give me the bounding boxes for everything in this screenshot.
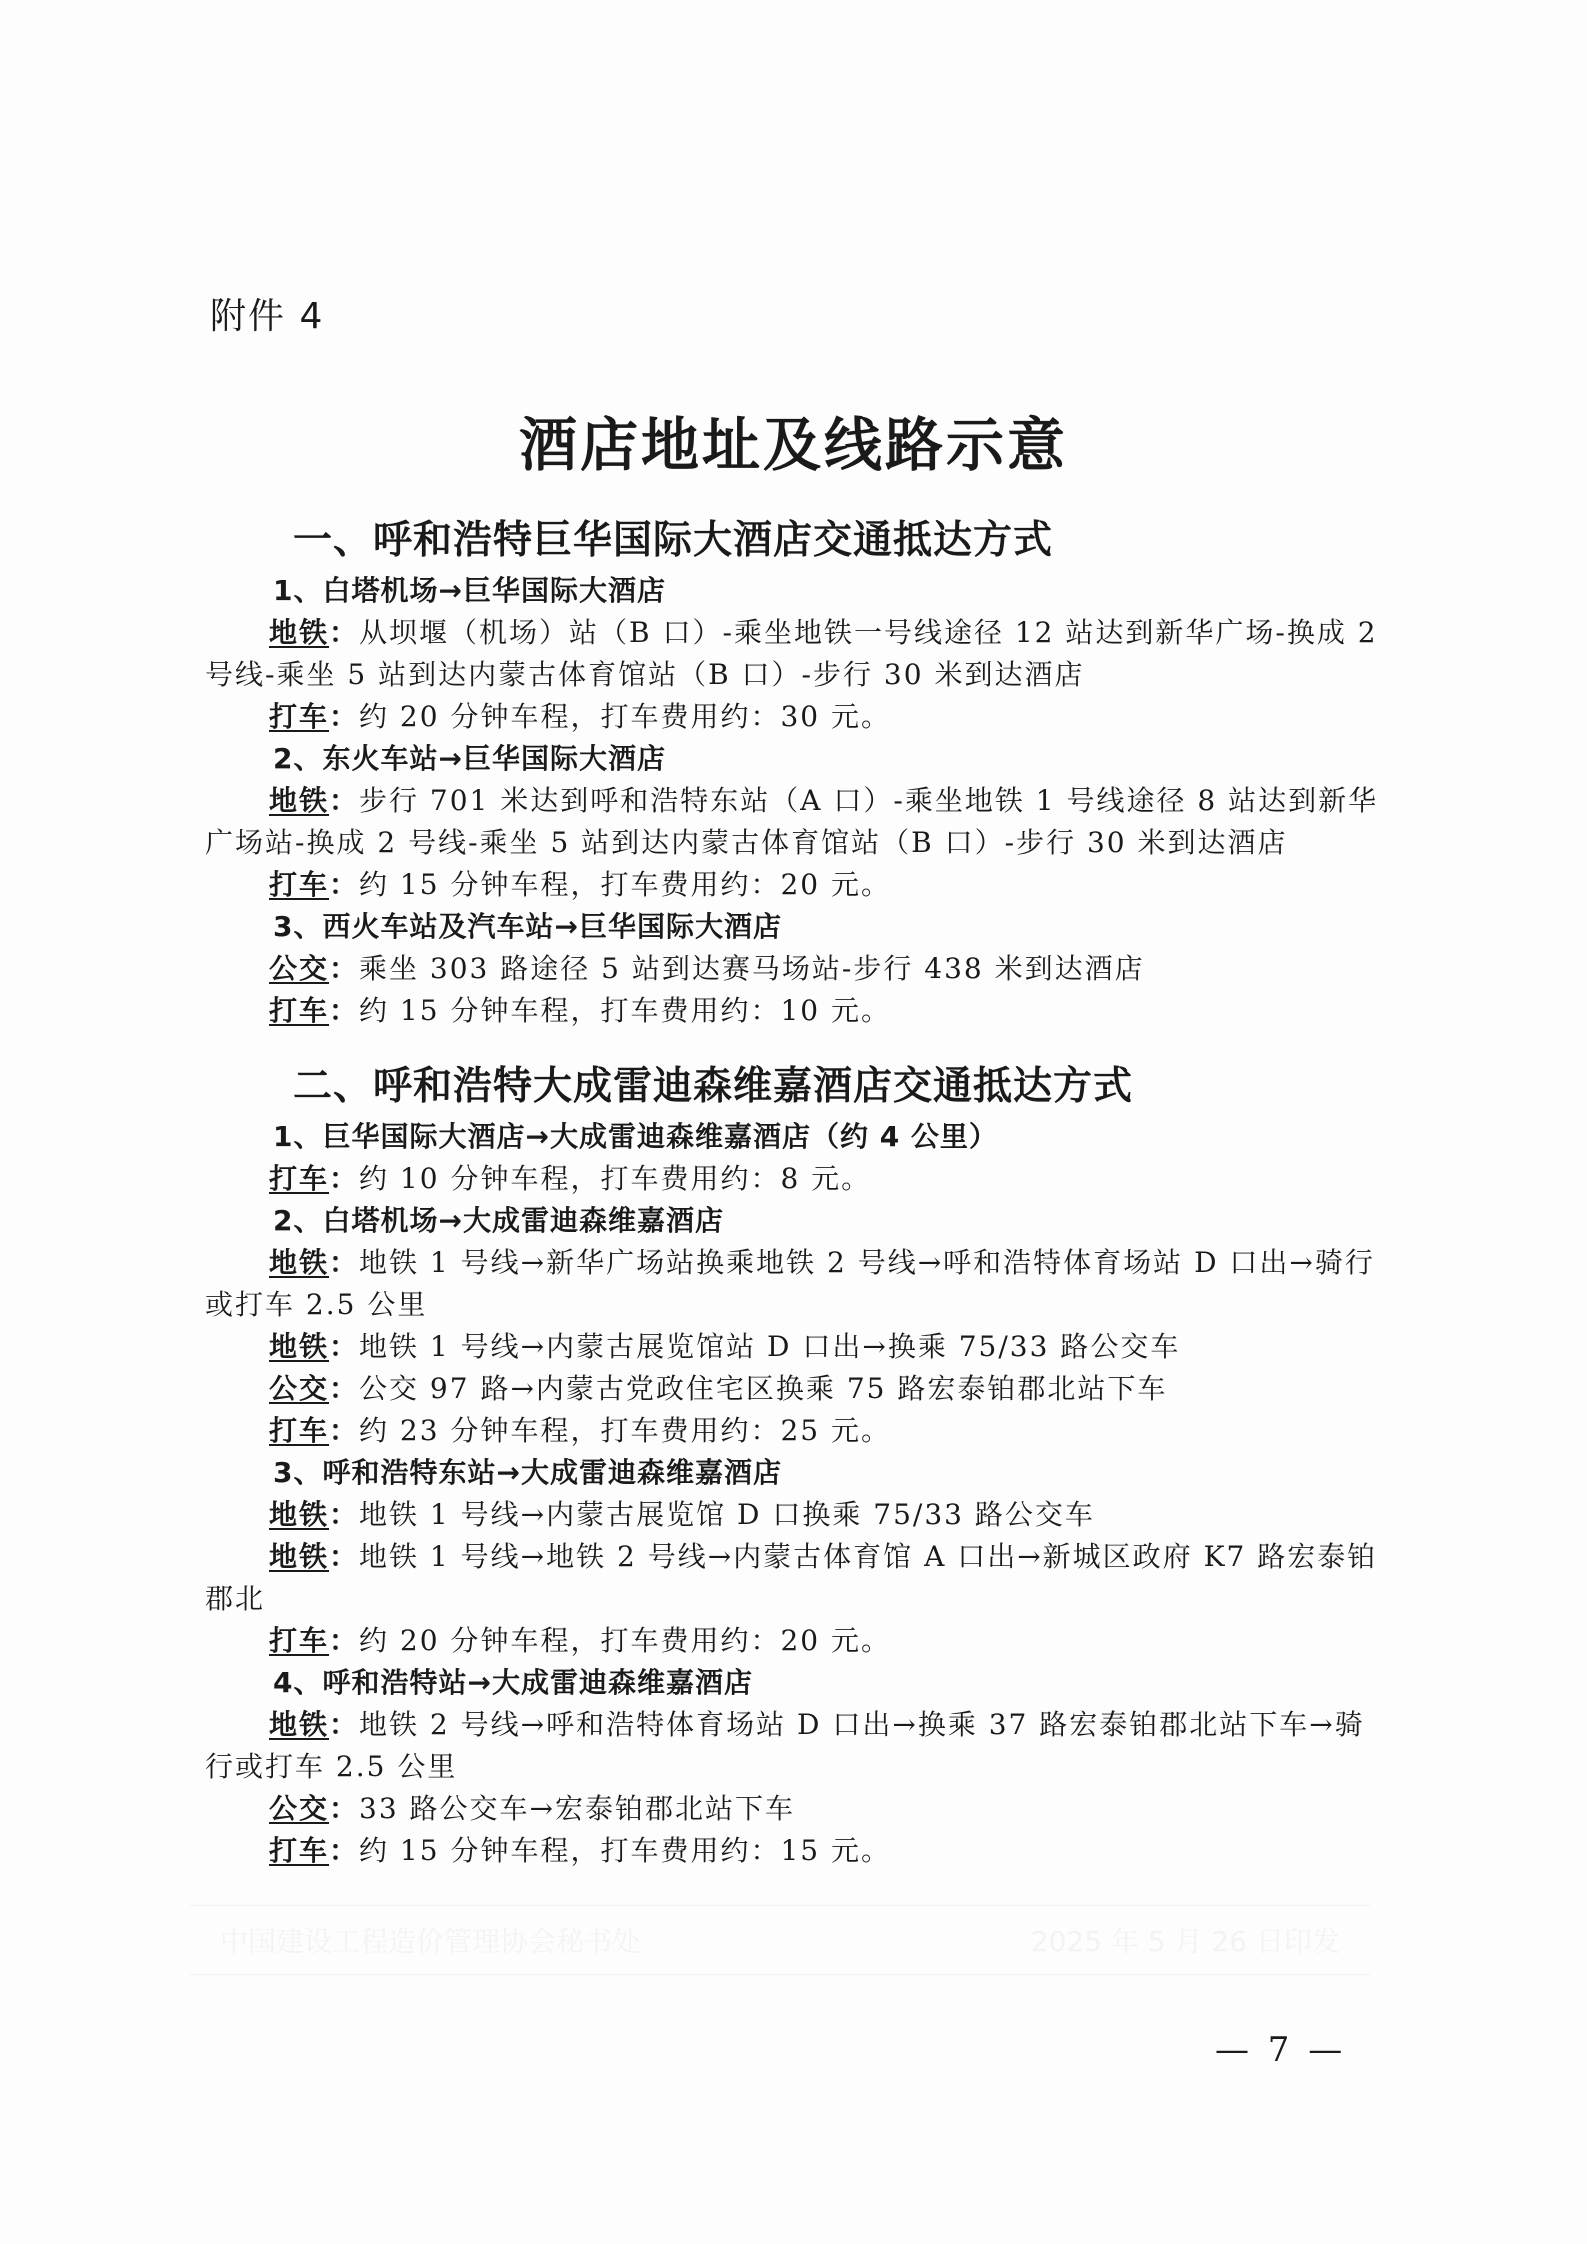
route-item (205, 1494, 1387, 1536)
label-colon: ： (329, 1246, 360, 1279)
route-item (205, 990, 1387, 1032)
route-title: 3、呼和浩特东站→大成雷迪森维嘉酒店 (273, 1456, 782, 1489)
label-colon: ： (329, 1792, 360, 1825)
route-detail: 约 10 分钟车程，打车费用约：8 元。 (359, 1162, 872, 1195)
transport-label: 打车 (269, 1414, 330, 1447)
route-detail: 地铁 2 号线→呼和浩特体育场站 D 口出→换乘 37 路宏泰铂郡北站下车→骑行或打车 2.5 公里 (205, 1708, 1365, 1783)
route-item (205, 612, 1387, 696)
transport-label: 地铁 (269, 1498, 330, 1531)
route-detail: 乘坐 303 路途径 5 站到达赛马场站-步行 438 米到达酒店 (359, 952, 1145, 985)
route-item (205, 864, 1387, 906)
route-detail: 约 23 分钟车程，打车费用约：25 元。 (359, 1414, 891, 1447)
transport-label: 公交 (269, 952, 330, 985)
route-detail: 地铁 1 号线→内蒙古展览馆 D 口换乘 75/33 路公交车 (359, 1498, 1095, 1531)
label-colon: ： (329, 994, 360, 1027)
label-colon: ： (329, 1540, 360, 1573)
label-colon: ： (329, 1162, 360, 1195)
route-detail: 公交 97 路→内蒙古党政住宅区换乘 75 路宏泰铂郡北站下车 (359, 1372, 1168, 1405)
route-title: 2、白塔机场→大成雷迪森维嘉酒店 (273, 1204, 724, 1237)
transport-label: 打车 (269, 700, 330, 733)
label-colon: ： (329, 1834, 360, 1867)
route-detail: 地铁 1 号线→地铁 2 号线→内蒙古体育馆 A 口出→新城区政府 K7 路宏泰铂郡北 (205, 1540, 1378, 1615)
route-title: 1、白塔机场→巨华国际大酒店 (273, 574, 666, 607)
label-colon: ： (329, 700, 360, 733)
faint-footer-bleed (190, 1905, 1370, 1975)
transport-label: 打车 (269, 1624, 330, 1657)
section-juhua-hotel (205, 512, 1387, 1032)
route-detail: 约 15 分钟车程，打车费用约：20 元。 (359, 868, 891, 901)
transport-label: 地铁 (269, 1330, 330, 1363)
route-title: 2、东火车站→巨华国际大酒店 (273, 742, 666, 775)
label-colon: ： (329, 952, 360, 985)
transport-label: 打车 (269, 1834, 330, 1867)
transport-label: 打车 (269, 1162, 330, 1195)
route-title: 3、西火车站及汽车站→巨华国际大酒店 (273, 910, 782, 943)
route-item (205, 1620, 1387, 1662)
page-title: 酒店地址及线路示意 (518, 411, 1068, 479)
section-title: 二、呼和浩特大成雷迪森维嘉酒店交通抵达方式 (293, 1064, 1134, 1109)
transport-label: 打车 (269, 868, 330, 901)
transport-label: 地铁 (269, 784, 330, 817)
route-item (205, 780, 1387, 864)
label-colon: ： (329, 1498, 360, 1531)
route-item (205, 1368, 1387, 1410)
transport-label: 地铁 (269, 1540, 330, 1573)
route-item (205, 948, 1387, 990)
route-detail: 地铁 1 号线→新华广场站换乘地铁 2 号线→呼和浩特体育场站 D 口出→骑行或打车 2.5 公里 (205, 1246, 1375, 1321)
route-item (205, 1158, 1387, 1200)
route-item (205, 696, 1387, 738)
route-detail: 地铁 1 号线→内蒙古展览馆站 D 口出→换乘 75/33 路公交车 (359, 1330, 1181, 1363)
transport-label: 公交 (269, 1372, 330, 1405)
transport-label: 打车 (269, 994, 330, 1027)
label-colon: ： (329, 1624, 360, 1657)
transport-label: 地铁 (269, 1246, 330, 1279)
route-item (205, 1536, 1387, 1620)
route-item (205, 1788, 1387, 1830)
document-body (205, 512, 1387, 1872)
route-detail: 约 15 分钟车程，打车费用约：10 元。 (359, 994, 891, 1027)
route-detail: 33 路公交车→宏泰铂郡北站下车 (359, 1792, 796, 1825)
route-detail: 约 20 分钟车程，打车费用约：30 元。 (359, 700, 891, 733)
section-title: 一、呼和浩特巨华国际大酒店交通抵达方式 (293, 518, 1054, 563)
label-colon: ： (329, 1330, 360, 1363)
label-colon: ： (329, 1708, 360, 1741)
route-detail: 约 15 分钟车程，打车费用约：15 元。 (359, 1834, 891, 1867)
route-detail: 约 20 分钟车程，打车费用约：20 元。 (359, 1624, 891, 1657)
route-item (205, 1704, 1387, 1788)
route-item (205, 1830, 1387, 1872)
route-item (205, 1326, 1387, 1368)
label-colon: ： (329, 1372, 360, 1405)
route-detail: 从坝堰（机场）站（B 口）-乘坐地铁一号线途径 12 站达到新华广场-换成 2 号线-乘坐 5 站到达内蒙古体育馆站（B 口）-步行 30 米到达酒店 (205, 616, 1378, 691)
label-colon: ： (329, 1414, 360, 1447)
transport-label: 地铁 (269, 616, 330, 649)
faint-org-text: 中国建设工程造价管理协会秘书处 (220, 1925, 641, 1958)
label-colon: ： (329, 784, 360, 817)
page-number: — 7 — (1215, 2030, 1347, 2070)
section-radisson-hotel (205, 1058, 1387, 1872)
route-title: 4、呼和浩特站→大成雷迪森维嘉酒店 (273, 1666, 753, 1699)
route-item (205, 1410, 1387, 1452)
transport-label: 公交 (269, 1792, 330, 1825)
label-colon: ： (329, 616, 360, 649)
route-detail: 步行 701 米达到呼和浩特东站（A 口）-乘坐地铁 1 号线途径 8 站达到新华广场站-换成 2 号线-乘坐 5 站到达内蒙古体育馆站（B 口）-步行 30 米到达酒店 (205, 784, 1379, 859)
faint-date-text: 2025 年 5 月 26 日印发 (1030, 1925, 1340, 1958)
transport-label: 地铁 (269, 1708, 330, 1741)
route-item (205, 1242, 1387, 1326)
annex-label: 附件 4 (210, 296, 325, 337)
label-colon: ： (329, 868, 360, 901)
route-title: 1、巨华国际大酒店→大成雷迪森维嘉酒店（约 4 公里） (273, 1120, 998, 1153)
